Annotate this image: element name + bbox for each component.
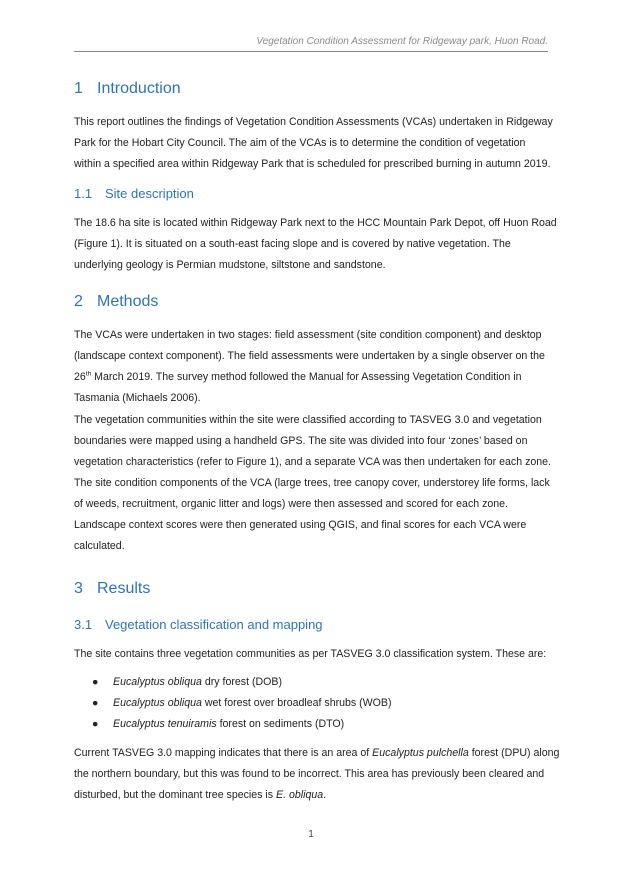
heading-site-description: [74, 186, 194, 201]
bullet-item-dto: [92, 714, 344, 735]
text-line: boundaries were mapped using a handheld GPS. The site was divided into four ‘zones’ based on: [74, 435, 528, 447]
text-line: Tasmania (Michaels 2006).: [74, 392, 201, 404]
heading-title: Methods: [97, 293, 159, 310]
text-run: forest on sediments (DTO): [216, 718, 345, 730]
text-line: This report outlines the findings of Vegetation Condition Assessments (VCAs) undertaken in Ridgeway: [74, 116, 553, 128]
text-line: [74, 785, 550, 806]
species-name: Eucalyptus obliqua: [113, 697, 202, 709]
text-line: Park for the Hobart City Council. The aim of the VCAs is to determine the condition of vegetation: [74, 137, 526, 149]
running-header: Vegetation Condition Assessment for Ridgeway park, Huon Road.: [74, 36, 548, 52]
species-name: Eucalyptus pulchella: [372, 747, 469, 759]
heading-number: 2: [74, 293, 83, 310]
species-name: E. obliqua: [276, 789, 324, 801]
text-line: The vegetation communities within the site were classified according to TASVEG 3.0 and vegetation: [74, 414, 542, 426]
heading-introduction: [74, 80, 181, 98]
heading-title: Site description: [105, 186, 194, 201]
text-line: The site contains three vegetation communities as per TASVEG 3.0 classification system. These are:: [74, 648, 547, 660]
text-line: within a specified area within Ridgeway Park that is scheduled for prescribed burning in autumn 2019.: [74, 158, 551, 170]
text-line: (landscape context component). The field assessments were undertaken by a single observer on the: [74, 350, 545, 362]
text-line: The 18.6 ha site is located within Ridgeway Park next to the HCC Mountain Park Depot, off Huon Road: [74, 217, 557, 229]
species-name: Eucalyptus obliqua: [113, 676, 202, 688]
species-name: Eucalyptus tenuiramis: [113, 718, 217, 730]
text-run: forest (DPU) along: [468, 747, 560, 759]
heading-number: 3.1: [74, 617, 93, 632]
text-line: vegetation characteristics (refer to Figure 1), and a separate VCA was then undertaken for each zone.: [74, 456, 551, 468]
text-line: underlying geology is Permian mudstone, siltstone and sandstone.: [74, 259, 386, 271]
heading-title: Results: [97, 580, 151, 597]
text-run: March 2019. The survey method followed the Manual for Assessing Vegetation Condition in: [91, 371, 522, 383]
bullet-item-wob: [92, 693, 392, 714]
text-run: .: [323, 789, 327, 801]
heading-methods: [74, 293, 158, 311]
vegclass-paragraph: [74, 743, 560, 806]
bullet-icon: ●: [92, 718, 99, 730]
text-line: The site condition components of the VCA (large trees, tree canopy cover, understorey life forms, lack: [74, 477, 550, 489]
text-line: of weeds, recruitment, organic litter and logs) were then assessed and scored for each zone.: [74, 498, 508, 510]
methods-paragraph-1: [74, 325, 550, 409]
text-line: (Figure 1). It is situated on a south-east facing slope and is covered by native vegetation. The: [74, 238, 511, 250]
text-line: calculated.: [74, 540, 125, 552]
text-line: the northern boundary, but this was found to be incorrect. This area has previously been cleared and: [74, 768, 545, 780]
bullet-icon: ●: [92, 676, 99, 688]
site-paragraph: [74, 213, 557, 276]
heading-title: Introduction: [97, 80, 181, 97]
text-line: The VCAs were undertaken in two stages: field assessment (site condition component) and desktop: [74, 329, 542, 341]
vegclass-intro: [74, 644, 550, 665]
page-number: 1: [308, 829, 314, 840]
heading-vegetation-classification: [74, 617, 323, 632]
text-line: Landscape context scores were then generated using QGIS, and final scores for each VCA were: [74, 519, 527, 531]
ordinal-suffix: th: [85, 370, 92, 378]
text-line: [74, 743, 560, 764]
text-run: Current TASVEG 3.0 mapping indicates that there is an area of: [74, 747, 373, 759]
text-line: [74, 367, 550, 388]
heading-number: 3: [74, 580, 83, 597]
bullet-icon: ●: [92, 697, 99, 709]
intro-paragraph: [74, 112, 553, 175]
text-run: wet forest over broadleaf shrubs (WOB): [201, 697, 392, 709]
heading-title: Vegetation classification and mapping: [105, 617, 323, 632]
bullet-item-dob: [92, 672, 282, 693]
heading-number: 1.1: [74, 186, 93, 201]
text-run: dry forest (DOB): [201, 676, 282, 688]
heading-number: 1: [74, 80, 83, 97]
text-run: disturbed, but the dominant tree species is: [74, 789, 276, 801]
methods-paragraph-2: [74, 410, 550, 557]
heading-results: [74, 580, 150, 598]
survey-day: 26: [74, 371, 86, 383]
